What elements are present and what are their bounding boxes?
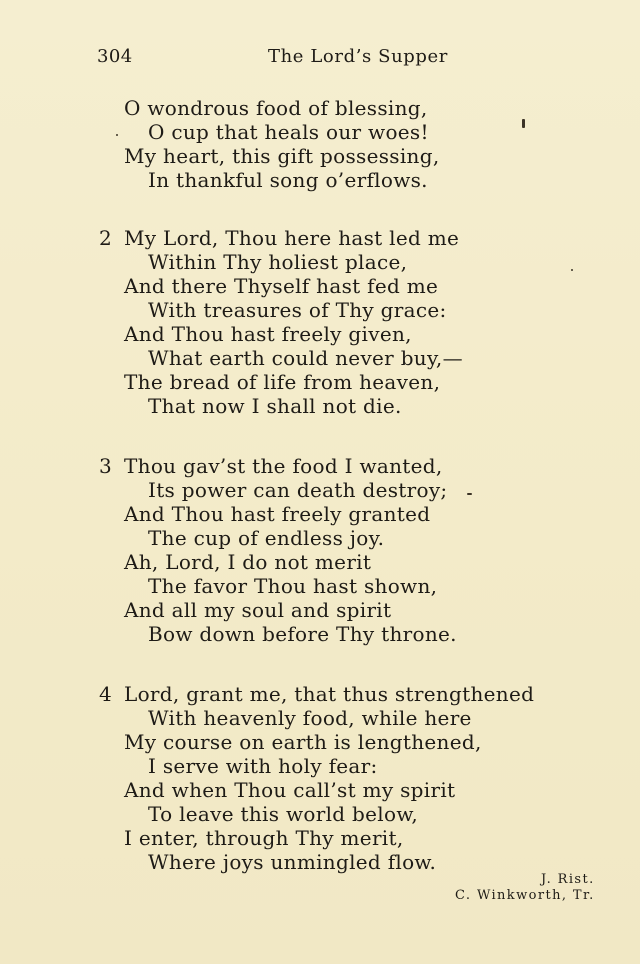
stanza-line: Its power can death destroy; [148,478,448,502]
stanza-number: 2 [99,226,112,250]
stanza-line: My heart, this gift possessing, [124,144,440,168]
stanza-line: O cup that heals our woes! [148,120,429,144]
stanza-line: And Thou hast freely granted [124,502,431,526]
stanza-line: The bread of life from heaven, [124,370,441,394]
stanza-line: To leave this world below, [148,802,419,826]
stanza-line: The cup of endless joy. [148,526,385,550]
ink-speck [116,134,118,136]
running-title: The Lord’s Supper [268,46,448,67]
stanza-number: 3 [99,454,112,478]
author-attribution: J. Rist. [541,872,595,887]
stanza-line: My Lord, Thou here hast led me [124,226,460,250]
stanza-line: Thou gav’st the food I wanted, [124,454,443,478]
stanza-line: And Thou hast freely given, [124,322,412,346]
stanza-line: My course on earth is lengthened, [124,730,482,754]
stanza-line: Where joys unmingled flow. [148,850,437,874]
stanza-line: The favor Thou hast shown, [148,574,438,598]
stanza-line: Bow down before Thy throne. [148,622,457,646]
stanza-number: 4 [99,682,112,706]
stanza-line: I serve with holy fear: [148,754,378,778]
stanza-line: And all my soul and spirit [124,598,392,622]
stanza-line: Lord, grant me, that thus strengthened [124,682,535,706]
ink-speck [467,493,472,495]
stanza-line: That now I shall not die. [148,394,402,418]
page-header [0,46,640,74]
stanza-line: With heavenly food, while here [148,706,472,730]
ink-speck [522,119,525,128]
stanza-line: I enter, through Thy merit, [124,826,404,850]
translator-attribution: C. Winkworth, Tr. [455,888,595,903]
stanza-line: In thankful song o’erflows. [148,168,428,192]
stanza-line: With treasures of Thy grace: [148,298,447,322]
stanza-line: Ah, Lord, I do not merit [124,550,372,574]
page-number: 304 [97,46,133,67]
stanza-line: And when Thou call’st my spirit [124,778,456,802]
stanza-line: O wondrous food of blessing, [124,96,428,120]
stanza-line: Within Thy holiest place, [148,250,408,274]
stanza-line: What earth could never buy,— [148,346,463,370]
ink-speck [571,269,573,271]
stanza-line: And there Thyself hast fed me [124,274,439,298]
